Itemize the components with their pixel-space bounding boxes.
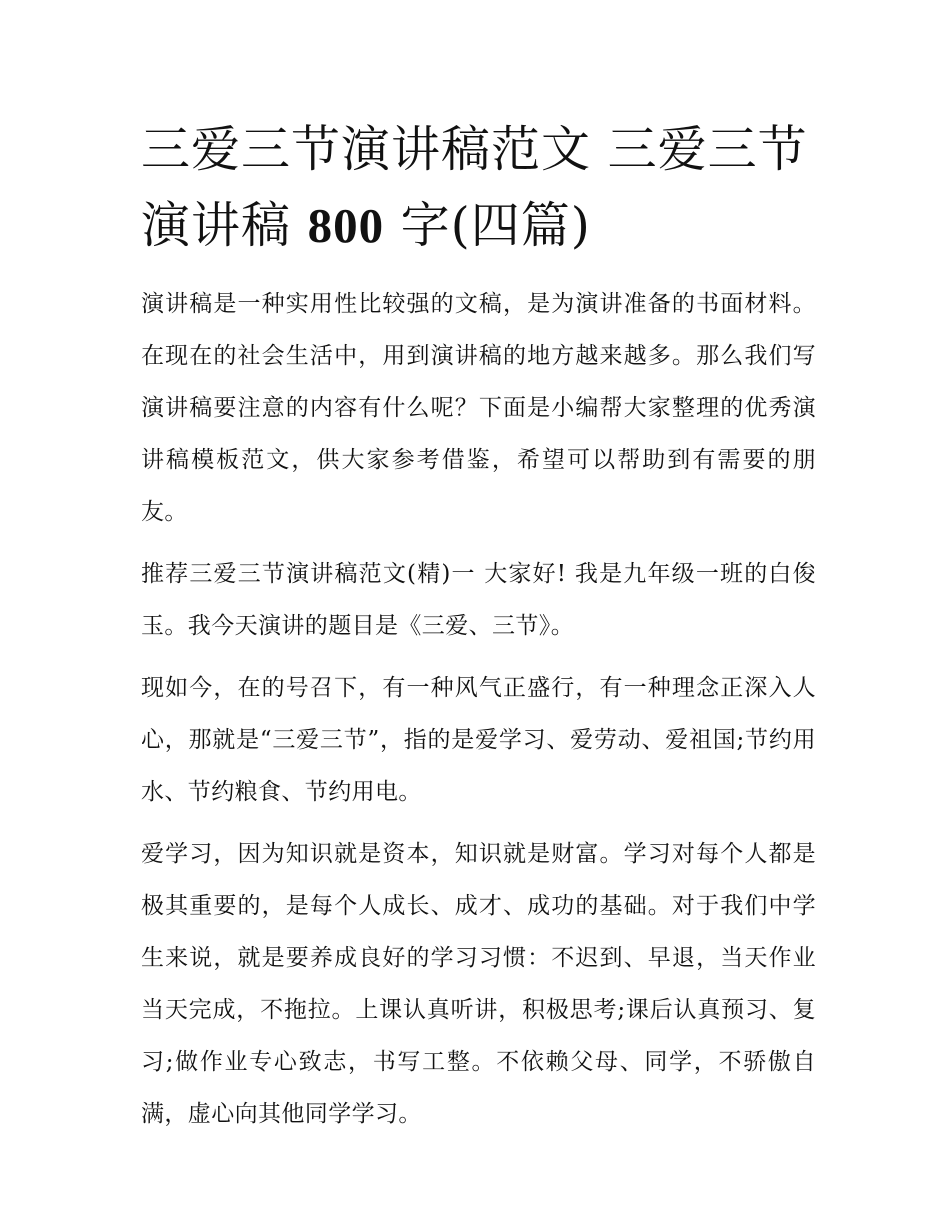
title-number: 800 bbox=[307, 198, 385, 253]
document-title bbox=[141, 112, 816, 264]
paragraph-definition: 现如今，在的号召下，有一种风气正盛行，有一种理念正深入人心，那就是“三爱三节”，指的是爱学习、爱劳动、爱祖国;节约用水、节约粮食、节约用电。 bbox=[141, 675, 816, 805]
title-text-part1: 三爱三节演讲稿范文 三爱三节演讲稿 bbox=[141, 121, 808, 254]
paragraph-love-learning: 爱学习，因为知识就是资本，知识就是财富。学习对每个人都是极其重要的，是每个人成长、成才、成功的基础。对于我们中学生来说，就是要养成良好的学习习惯：不迟到、早退，当天作业当天完成，不拖拉。上课认真听讲，积极思考;课后认真预习、复习;做作业专心致志，书写工整。不依赖父母、同学，不骄傲自满，虚心向其他同学学习。 bbox=[141, 841, 816, 1127]
paragraph-greeting: 推荐三爱三节演讲稿范文(精)一 大家好! 我是九年级一班的白俊玉。我今天演讲的题目是《三爱、三节》。 bbox=[141, 561, 816, 639]
title-text-part2: 字(四篇) bbox=[384, 197, 591, 254]
document-body bbox=[141, 112, 816, 1140]
paragraph-intro: 演讲稿是一种实用性比较强的文稿，是为演讲准备的书面材料。在现在的社会生活中，用到演讲稿的地方越来越多。那么我们写演讲稿要注意的内容有什么呢？下面是小编帮大家整理的优秀演讲稿模板范文，供大家参考借鉴，希望可以帮助到有需要的朋友。 bbox=[141, 291, 816, 525]
